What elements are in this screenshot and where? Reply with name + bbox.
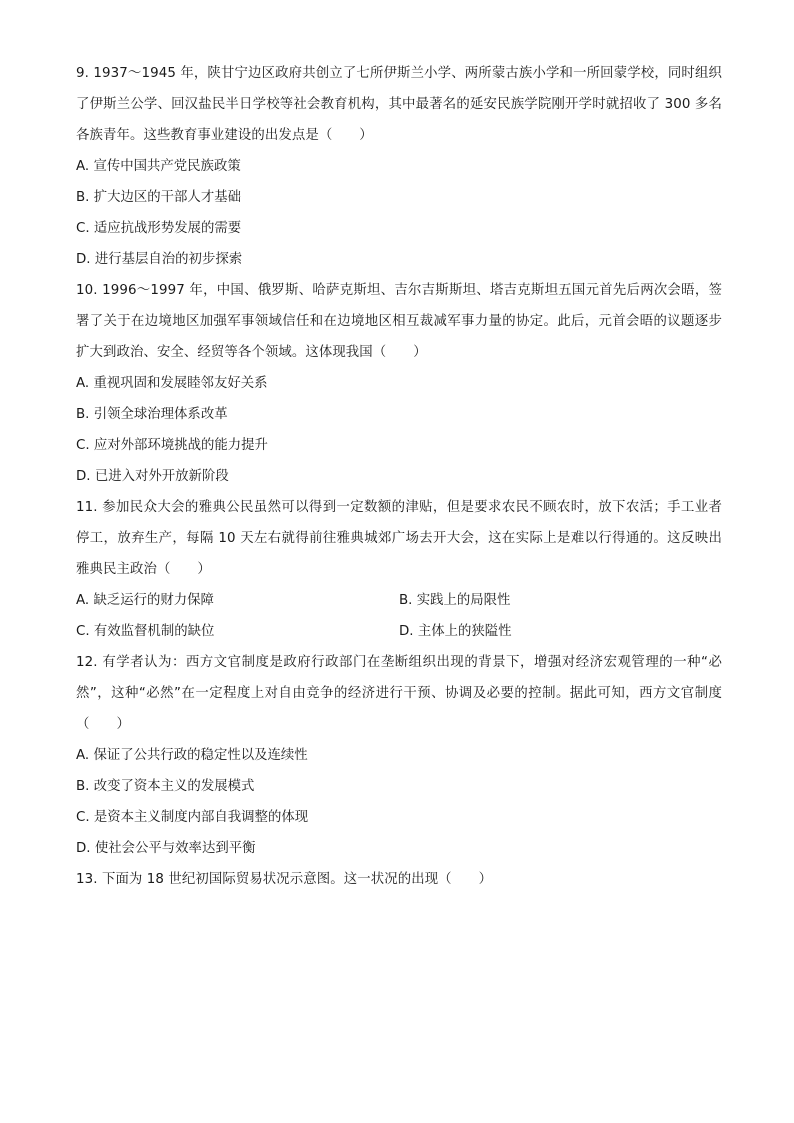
option-d: D. 进行基层自治的初步探索 xyxy=(76,252,243,267)
option-a: A. 宣传中国共产党民族政策 xyxy=(76,159,241,174)
question-11 xyxy=(76,492,722,647)
exam-page xyxy=(76,58,722,895)
option-d: D. 主体上的狭隘性 xyxy=(399,624,512,639)
question-stem: 10. 1996～1997 年，中国、俄罗斯、哈萨克斯坦、吉尔吉斯斯坦、塔吉克斯坦五国元首先后两次会晤，签署了关于在边境地区加强军事领域信任和在边境地区相互裁减军事力量的协定。此后，元首会晤的议题逐步扩大到政治、安全、经贸等各个领域。这体现我国（ ） xyxy=(76,283,722,360)
option-d: D. 已进入对外开放新阶段 xyxy=(76,469,229,484)
option-a: A. 重视巩固和发展睦邻友好关系 xyxy=(76,376,268,391)
question-9 xyxy=(76,58,722,275)
option-b: B. 扩大边区的干部人才基础 xyxy=(76,190,241,205)
option-c: C. 应对外部环境挑战的能力提升 xyxy=(76,438,268,453)
option-b: B. 引领全球治理体系改革 xyxy=(76,407,228,422)
option-a: A. 缺乏运行的财力保障 xyxy=(76,593,214,608)
question-stem: 11. 参加民众大会的雅典公民虽然可以得到一定数额的津贴，但是要求农民不顾农时，放下农活；手工业者停工，放弃生产，每隔 10 天左右就得前往雅典城郊广场去开大会，这在实际上是难以行得通的。这反映出雅典民主政治（ ） xyxy=(76,500,722,577)
option-b: B. 实践上的局限性 xyxy=(399,593,511,608)
option-c: C. 有效监督机制的缺位 xyxy=(76,624,215,639)
question-12 xyxy=(76,647,722,864)
option-a: A. 保证了公共行政的稳定性以及连续性 xyxy=(76,748,308,763)
option-c: C. 适应抗战形势发展的需要 xyxy=(76,221,242,236)
question-10 xyxy=(76,275,722,492)
question-stem: 12. 有学者认为：西方文官制度是政府行政部门在垄断组织出现的背景下，增强对经济宏观管理的一种“必然”，这种“必然”在一定程度上对自由竞争的经济进行干预、协调及必要的控制。据此可知，西方文官制度（ ） xyxy=(76,655,722,732)
option-c: C. 是资本主义制度内部自我调整的体现 xyxy=(76,810,309,825)
question-13 xyxy=(76,864,722,895)
question-stem: 9. 1937～1945 年，陕甘宁边区政府共创立了七所伊斯兰小学、两所蒙古族小学和一所回蒙学校，同时组织了伊斯兰公学、回汉盐民半日学校等社会教育机构，其中最著名的延安民族学院刚开学时就招收了 300 多名各族青年。这些教育事业建设的出发点是（ ） xyxy=(76,66,722,143)
option-row xyxy=(76,616,722,647)
option-b: B. 改变了资本主义的发展模式 xyxy=(76,779,255,794)
option-d: D. 使社会公平与效率达到平衡 xyxy=(76,841,256,856)
option-row xyxy=(76,585,722,616)
question-stem: 13. 下面为 18 世纪初国际贸易状况示意图。这一状况的出现（ ） xyxy=(76,872,493,887)
